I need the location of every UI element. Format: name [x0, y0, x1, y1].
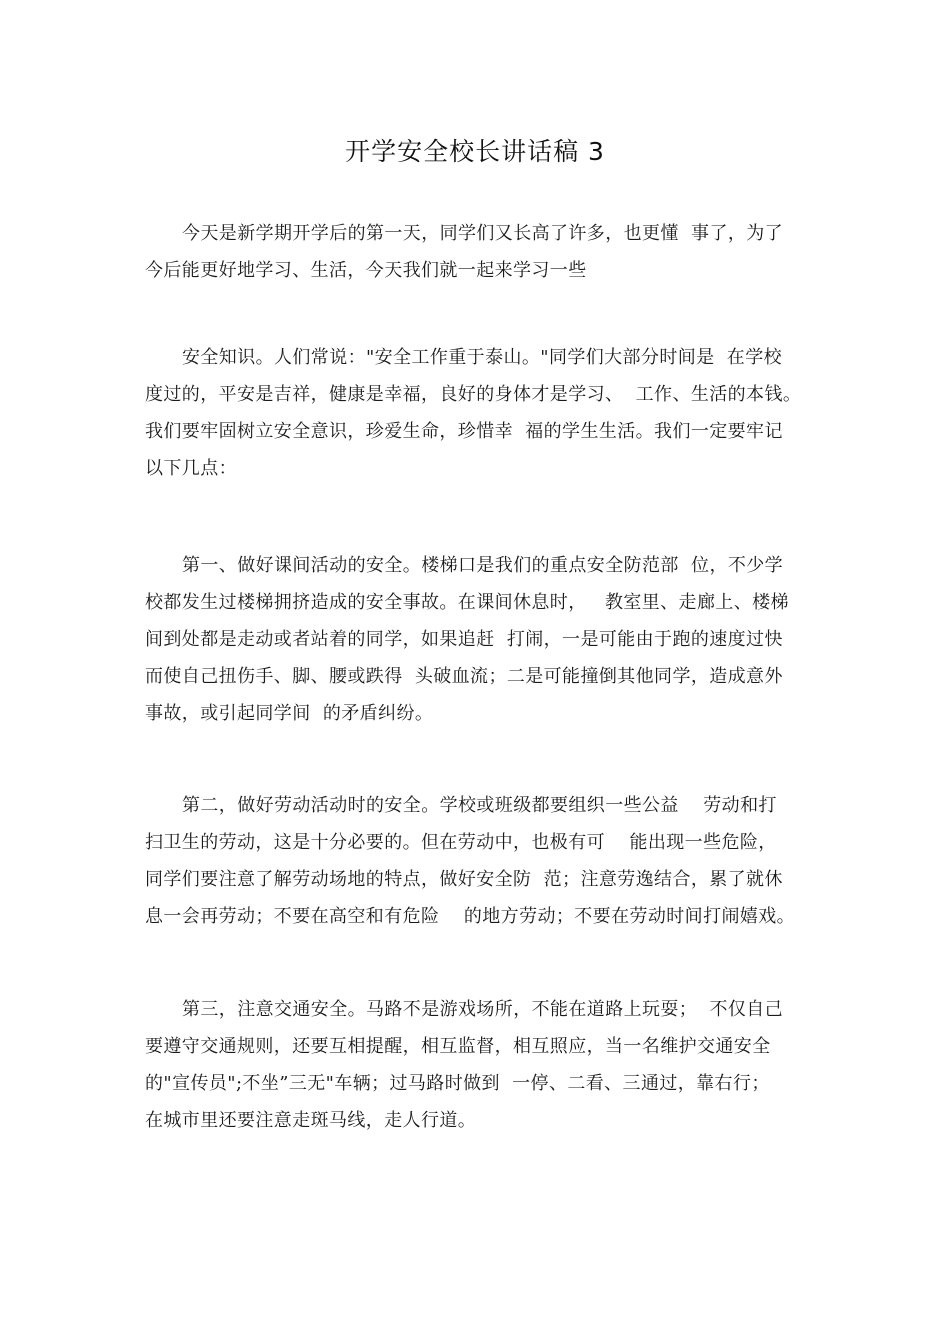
paragraph-safety-knowledge: [145, 339, 815, 487]
paragraph-line: 我们要牢固树立安全意识，珍爱生命，珍惜幸 福的学生生活。我们一定要牢记: [145, 421, 783, 442]
paragraph-line: 今天是新学期开学后的第一天，同学们又长高了许多，也更懂 事了，为了: [182, 223, 784, 244]
paragraph-line: 息一会再劳动；不要在高空和有危险 的地方劳动；不要在劳动时间打闹嬉戏。: [145, 906, 796, 927]
paragraph-line: 第二，做好劳动活动时的安全。学校或班级都要组织一些公益 劳动和打: [182, 795, 777, 816]
paragraph-line: 校都发生过楼梯拥挤造成的安全事故。在课间休息时， 教室里、走廊上、楼梯: [145, 592, 789, 613]
paragraph-line: 今后能更好地学习、生活，今天我们就一起来学习一些: [145, 260, 587, 281]
paragraph-line: 以下几点：: [145, 458, 237, 479]
paragraph-line: 而使自己扭伤手、脚、腰或跌得 头破血流；二是可能撞倒其他同学，造成意外: [145, 666, 783, 687]
paragraph-line: 间到处都是走动或者站着的同学，如果追赶 打闹，一是可能由于跑的速度过快: [145, 629, 783, 650]
paragraph-line: 要遵守交通规则，还要互相提醒，相互监督，相互照应，当一名维护交通安全: [145, 1036, 771, 1057]
paragraph-line: 安全知识。人们常说："安全工作重于泰山。"同学们大部分时间是 在学校: [182, 347, 782, 368]
paragraph-line: 在城市里还要注意走斑马线，走人行道。: [145, 1110, 477, 1131]
paragraph-point-one: [145, 547, 815, 732]
paragraph-line: 同学们要注意了解劳动场地的特点，做好安全防 范；注意劳逸结合，累了就休: [145, 869, 783, 890]
paragraph-line: 第一、做好课间活动的安全。楼梯口是我们的重点安全防范部 位，不少学: [182, 555, 784, 576]
paragraph-line: 度过的，平安是吉祥，健康是幸福，良好的身体才是学习、 工作、生活的本钱。: [145, 384, 802, 405]
paragraph-line: 扫卫生的劳动，这是十分必要的。但在劳动中，也极有可 能出现一些危险，: [145, 832, 777, 853]
paragraph-point-two: [145, 787, 815, 935]
paragraph-line: 第三，注意交通安全。马路不是游戏场所，不能在道路上玩耍； 不仅自己: [182, 999, 784, 1020]
paragraph-line: 事故，或引起同学间 的矛盾纠纷。: [145, 703, 434, 724]
paragraph-intro: [145, 215, 815, 289]
paragraph-point-three: [145, 991, 815, 1139]
document-title: 开学安全校长讲话稿 3: [345, 137, 605, 166]
paragraph-line: 的"宣传员";不坐”三无"车辆；过马路时做到 一停、二看、三通过，靠右行；: [145, 1073, 770, 1094]
